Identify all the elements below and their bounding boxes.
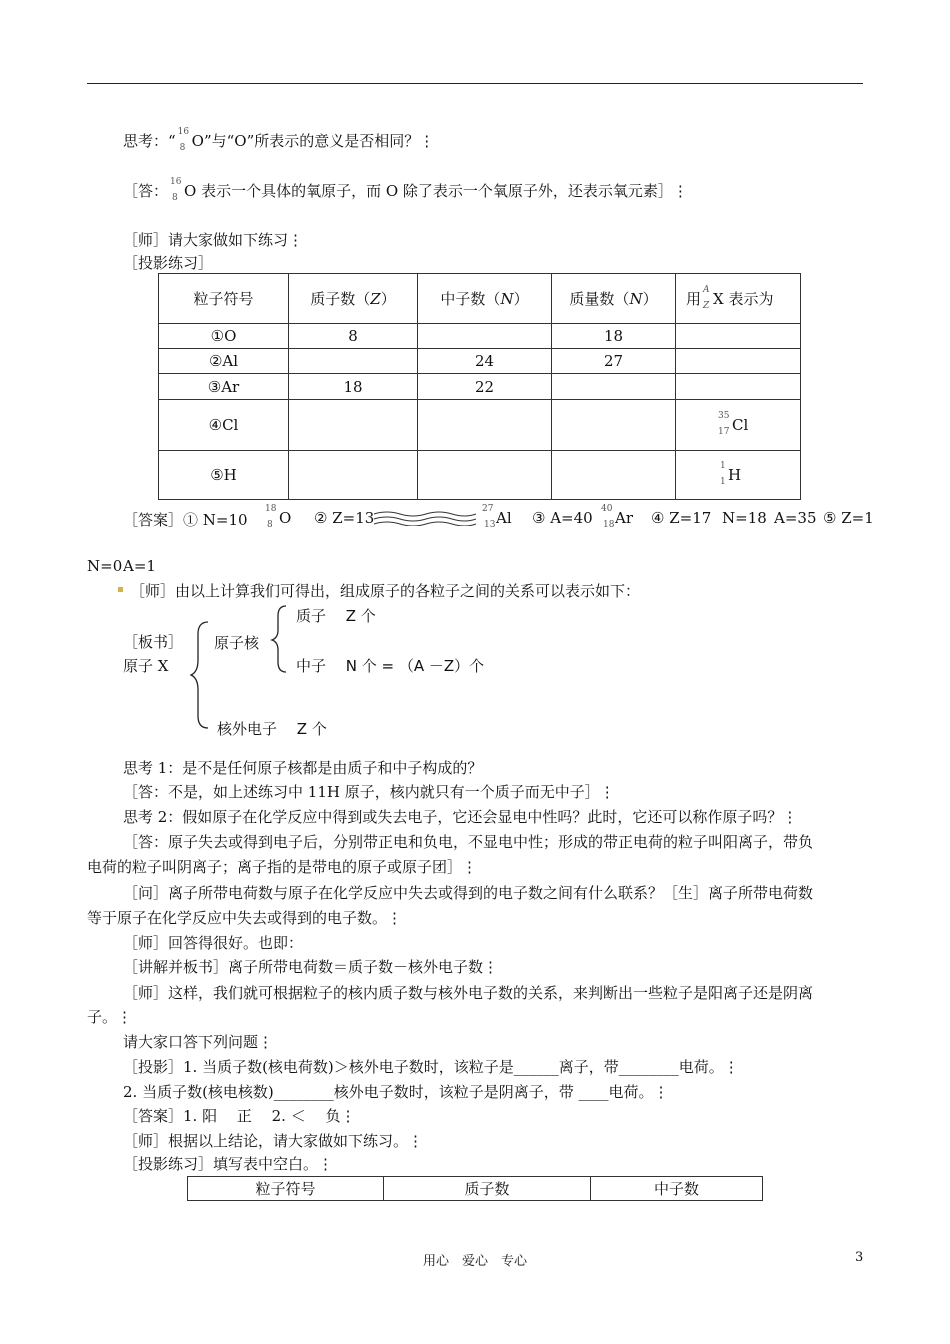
cell: 27: [552, 349, 676, 374]
cell: 18: [289, 374, 418, 400]
text-line: ［师］根据以上结论，请大家做如下练习。⋮: [123, 1132, 424, 1150]
atomic-number: 17: [718, 426, 730, 437]
fill-table: [187, 1176, 763, 1201]
text-line: 思考 1：是不是任何原子核都是由质子和中子构成的？: [123, 759, 483, 777]
text: 思考：“: [123, 132, 176, 150]
proton-line: 质子 Z 个: [296, 607, 376, 625]
cell: [289, 451, 418, 500]
table-row: [159, 324, 801, 349]
element-symbol: H: [728, 465, 742, 484]
cell: [676, 349, 801, 374]
answer-text: A=1: [123, 557, 156, 575]
element-symbol: Ar: [615, 509, 634, 527]
isotope-o16: [168, 177, 184, 203]
page-number: 3: [855, 1250, 864, 1265]
teacher-line: ［师］请大家做如下练习⋮: [123, 231, 304, 249]
text-line: 2. 当质子数(核电核数)________核外电子数时，该粒子是阴离子，带 ____电荷。⋮: [123, 1083, 669, 1101]
answer-text: ② Z=13: [314, 509, 375, 527]
isotope-o18: [263, 504, 292, 530]
text-line: ［问］离子所带电荷数与原子在化学反应中失去或得到的电子数之间有什么联系？［生］离子所带电荷数: [123, 884, 814, 902]
isotope: [599, 504, 615, 530]
text: X 表示为: [713, 290, 774, 308]
atomic-number: 8: [172, 193, 178, 203]
header-cell: 粒子符号: [159, 274, 289, 324]
nucleus-label: 原子核: [214, 634, 260, 652]
text-line: 电荷的粒子叫阴离子；离子指的是带电的原子或原子团］⋮: [87, 858, 478, 876]
cell: 8: [289, 324, 418, 349]
header-cell: 粒子符号: [188, 1177, 384, 1201]
isotope-o16: [176, 127, 192, 153]
answer-text: ④ Z=17: [651, 509, 712, 527]
board-label: ［板书］: [123, 633, 184, 651]
mass-number: 1: [720, 460, 726, 471]
cell: [676, 324, 801, 349]
cell: [289, 349, 418, 374]
header-cell: 质量数（N）: [552, 274, 676, 324]
text-line: ［讲解并板书］离子所带电荷数＝质子数－核外电子数⋮: [123, 958, 499, 976]
projection-label: ［投影练习］: [123, 254, 214, 272]
element-symbol: Cl: [732, 415, 749, 434]
isotope-ar40: [599, 504, 634, 530]
isotope: [716, 410, 732, 437]
az-notation: [701, 285, 713, 311]
atomic-number: 8: [267, 520, 273, 530]
table-row: [159, 451, 801, 500]
mass-number: 40: [601, 504, 613, 514]
mass-number: 16: [177, 127, 190, 137]
cell: [418, 324, 552, 349]
header-cell: 质子数: [384, 1177, 591, 1201]
header-cell: 中子数: [591, 1177, 763, 1201]
table-row: [159, 400, 801, 451]
mass-number: 35: [718, 410, 730, 421]
atomic-number: 13: [484, 520, 496, 530]
teacher-line: ［师］由以上计算我们可得出，组成原子的各粒子之间的关系可以表示如下：: [130, 582, 641, 600]
text: ［答：: [123, 182, 169, 200]
text: O”与“O”所表示的意义是否相同？⋮: [191, 132, 435, 150]
text-line: 请大家口答下列问题⋮: [123, 1033, 274, 1051]
atomic-number: 8: [179, 143, 186, 153]
header-rule: [87, 83, 863, 84]
text-line: 子。⋮: [87, 1008, 133, 1026]
cell: ①O: [159, 324, 289, 349]
neutron-line: 中子 N 个 = （A －Z）个: [296, 657, 485, 675]
element-symbol: Al: [496, 509, 512, 527]
element-symbol: O: [279, 509, 292, 527]
atom-label: 原子 X: [123, 657, 169, 675]
thought-line: [123, 127, 435, 153]
cell: [676, 374, 801, 400]
cell: [552, 451, 676, 500]
mass-symbol: A: [703, 285, 710, 295]
cell: ⑤H: [159, 451, 289, 500]
isotope: [480, 504, 496, 530]
header-cell: [676, 274, 801, 324]
cell: [289, 400, 418, 451]
answer-text: ［答案］① N=10: [123, 511, 248, 529]
text-line: ［答：不是，如上述练习中 11H 原子，核内就只有一个质子而无中子］⋮: [123, 783, 615, 801]
header-cell: 中子数（N）: [418, 274, 552, 324]
text-line: ［答：原子失去或得到电子后，分别带正电和负电，不显电中性；形成的带正电荷的粒子叫阳离子，带负: [123, 833, 814, 851]
z-symbol: Z: [703, 301, 710, 311]
cell: 18: [552, 324, 676, 349]
isotope: [263, 504, 279, 530]
table-row: [159, 349, 801, 374]
mass-number: 16: [170, 177, 182, 187]
small-brace: [270, 604, 290, 674]
answer-text: N=18: [722, 509, 767, 527]
cell: [676, 451, 801, 500]
wavy-underline: [372, 510, 478, 526]
table-header-row: [188, 1177, 763, 1201]
answer-text: A=35: [774, 509, 817, 527]
mass-number: 27: [482, 504, 494, 514]
page-footer: 用心 爱心 专心: [422, 1254, 527, 1269]
header-cell: 质子数（Z）: [289, 274, 418, 324]
cell: ③Ar: [159, 374, 289, 400]
mass-number: 18: [265, 504, 277, 514]
cell: ②Al: [159, 349, 289, 374]
table-header-row: [159, 274, 801, 324]
text: O 表示一个具体的氧原子，而 O 除了表示一个氧原子外，还表示氧元素］⋮: [184, 182, 688, 200]
text-line: ［师］这样，我们就可根据粒子的核内质子数与核外电子数的关系，来判断出一些粒子是阳离子还是阴离: [123, 984, 814, 1002]
answer-line: [123, 177, 688, 203]
answer-text: ③ A=40: [532, 509, 593, 527]
cell: [418, 451, 552, 500]
cell: ④Cl: [159, 400, 289, 451]
table-row: [159, 374, 801, 400]
text-line: ［投影］1. 当质子数(核电荷数)＞核外电子数时，该粒子是______离子，带________电荷。⋮: [123, 1058, 739, 1076]
atomic-number: 1: [720, 476, 726, 487]
cell: [552, 400, 676, 451]
atomic-number: 18: [603, 520, 615, 530]
text-line: 思考 2：假如原子在化学反应中得到或失去电子，它还会显电中性吗？此时，它还可以称作原子吗？⋮: [123, 808, 798, 826]
isotope-al27: [480, 504, 512, 530]
cell: [676, 400, 801, 451]
text-line: ［师］回答得很好。也即：: [123, 934, 304, 952]
text: 用: [686, 290, 702, 308]
answer-text: ⑤ Z=1: [823, 509, 874, 527]
marker-dot: [118, 587, 123, 592]
cell: 24: [418, 349, 552, 374]
cell: 22: [418, 374, 552, 400]
text-line: ［投影练习］填写表中空白。⋮: [123, 1155, 334, 1173]
cell: [418, 400, 552, 451]
practice-table: [158, 273, 801, 500]
text-line: ［答案］1. 阳 正 2. ＜ 负⋮: [123, 1107, 356, 1125]
answer-text: N=0: [87, 557, 123, 575]
isotope: [718, 460, 728, 487]
electron-line: 核外电子 Z 个: [217, 720, 327, 738]
cell: [552, 374, 676, 400]
big-brace: [190, 620, 214, 730]
text-line: 等于原子在化学反应中失去或得到的电子数。⋮: [87, 909, 403, 927]
